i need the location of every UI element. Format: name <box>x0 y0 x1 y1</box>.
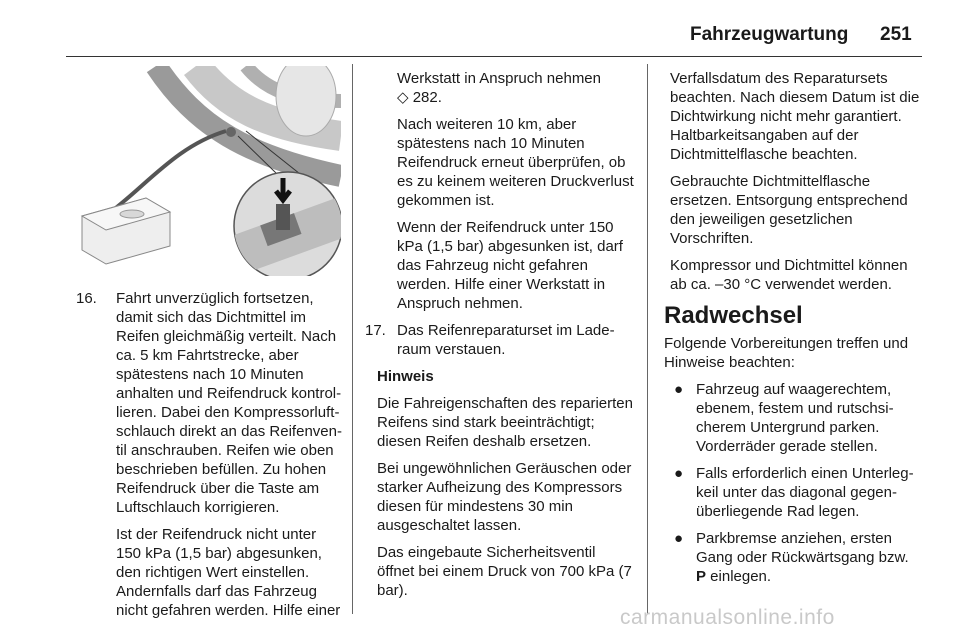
section-title: Radwechsel <box>664 302 803 329</box>
cont-text-3: Wenn der Reifendruck unter 150 kPa (1,5 bar) abgesunken ist, darf das Fahrzeug nicht gefahren werden. Hilfe einer Werkstatt in Anspruch nehmen. <box>397 219 623 312</box>
bullet-icon: ● <box>674 465 684 482</box>
watermark: carmanualsonline.info <box>620 606 835 629</box>
hinweis-title: Hinweis <box>377 368 434 385</box>
temperature-paragraph: Kompressor und Dichtmittel können ab ca. –30 °C verwendet werden. <box>670 257 908 293</box>
step-16 <box>76 289 344 620</box>
bullet-item <box>664 529 928 586</box>
step-text: Fahrt unverzüglich fortsetzen, damit sich das Dichtmittel im Reifen gleichmäßig verteilt. Nach ca. 5 km Fahrtstrecke, aber spätestens nach 10 Minuten anhalten und Reifendruck kontrollieren. Dabei den Kompressorluftschlauch direkt an das Reifenventil anschrauben. Reifen wie oben beschrieben befüllen. Zu hohen Reifendruck über die Taste am Luftschlauch korrigieren. <box>116 290 342 516</box>
column-divider-1 <box>352 64 353 614</box>
hinweis-text: Die Fahreigenschaften des reparierten Reifens sind stark beeinträchtigt; diesen Reifen deshalb ersetzen. <box>377 395 633 450</box>
page-reference-link[interactable]: ◇ 282. <box>397 89 442 106</box>
replace-paragraph: Gebrauchte Dichtmittelflasche ersetzen. Entsorgung entsprechend den jeweiligen gesetzlichen Vorschriften. <box>670 173 908 247</box>
bullet-icon: ● <box>674 530 684 547</box>
step-17 <box>365 321 635 359</box>
chapter-title: Fahrzeugwartung <box>690 24 849 45</box>
step-number: 16. <box>76 290 97 307</box>
section-intro: Folgende Vorbereitungen treffen und Hinweise beachten: <box>664 335 909 371</box>
page-header <box>0 0 960 56</box>
valve-paragraph: Das eingebaute Sicherheitsventil öffnet bei einem Druck von 700 kPa (7 bar). <box>377 544 632 599</box>
step-16-continuation <box>365 69 635 313</box>
cont-text-2: Nach weiteren 10 km, aber spätestens nach 10 Minuten Reifendruck erneut überprüfen, ob es zu keinem weiteren Druckverlust gekommen ist. <box>397 116 634 209</box>
bullet-icon: ● <box>674 381 684 398</box>
step-text-2: Ist der Reifendruck nicht unter 150 kPa (1,5 bar) abgesunken, den richtigen Wert einstellen. Andernfalls darf das Fahrzeug nicht gefahren werden. Hilfe einer <box>116 526 341 619</box>
maintenance-notes <box>664 69 928 294</box>
header-rule <box>66 56 922 57</box>
bullet-text: Parkbremse anziehen, ersten Gang oder Rückwärtsgang bzw. <box>696 530 909 566</box>
step-number: 17. <box>365 322 386 339</box>
bullet-text-tail: einlegen. <box>706 568 772 585</box>
column-2 <box>365 69 635 608</box>
hinweis-block <box>365 367 635 600</box>
step-text: Das Reifenreparaturset im Laderaum verstauen. <box>397 322 615 358</box>
page-number: 251 <box>880 24 912 45</box>
column-1 <box>76 289 344 628</box>
bullet-item <box>664 380 928 456</box>
column-3 <box>664 69 928 594</box>
bullet-item <box>664 464 928 521</box>
column-divider-2 <box>647 64 648 614</box>
expiry-paragraph: Verfallsdatum des Reparatursets beachten. Nach diesem Datum ist die Dichtwirkung nicht mehr garantiert. Haltbarkeitsangaben auf der Dichtmittelflasche beachten. <box>670 70 920 163</box>
noise-paragraph: Bei ungewöhnlichen Geräuschen oder starker Aufheizung des Kompressors diesen für mindestens 30 min ausgeschaltet lassen. <box>377 460 632 534</box>
cont-text: Werkstatt in Anspruch nehmen <box>397 70 601 87</box>
gear-p-label: P <box>696 568 707 585</box>
bullet-text: Falls erforderlich einen Unterlegkeil unter das diagonal gegenüberliegende Rad legen. <box>696 465 914 520</box>
tire-compressor-illustration <box>76 66 341 276</box>
bullet-text: Fahrzeug auf waagerechtem, ebenem, festem und rutschsicherem Untergrund parken. Vorderräder gerade stellen. <box>696 381 894 455</box>
